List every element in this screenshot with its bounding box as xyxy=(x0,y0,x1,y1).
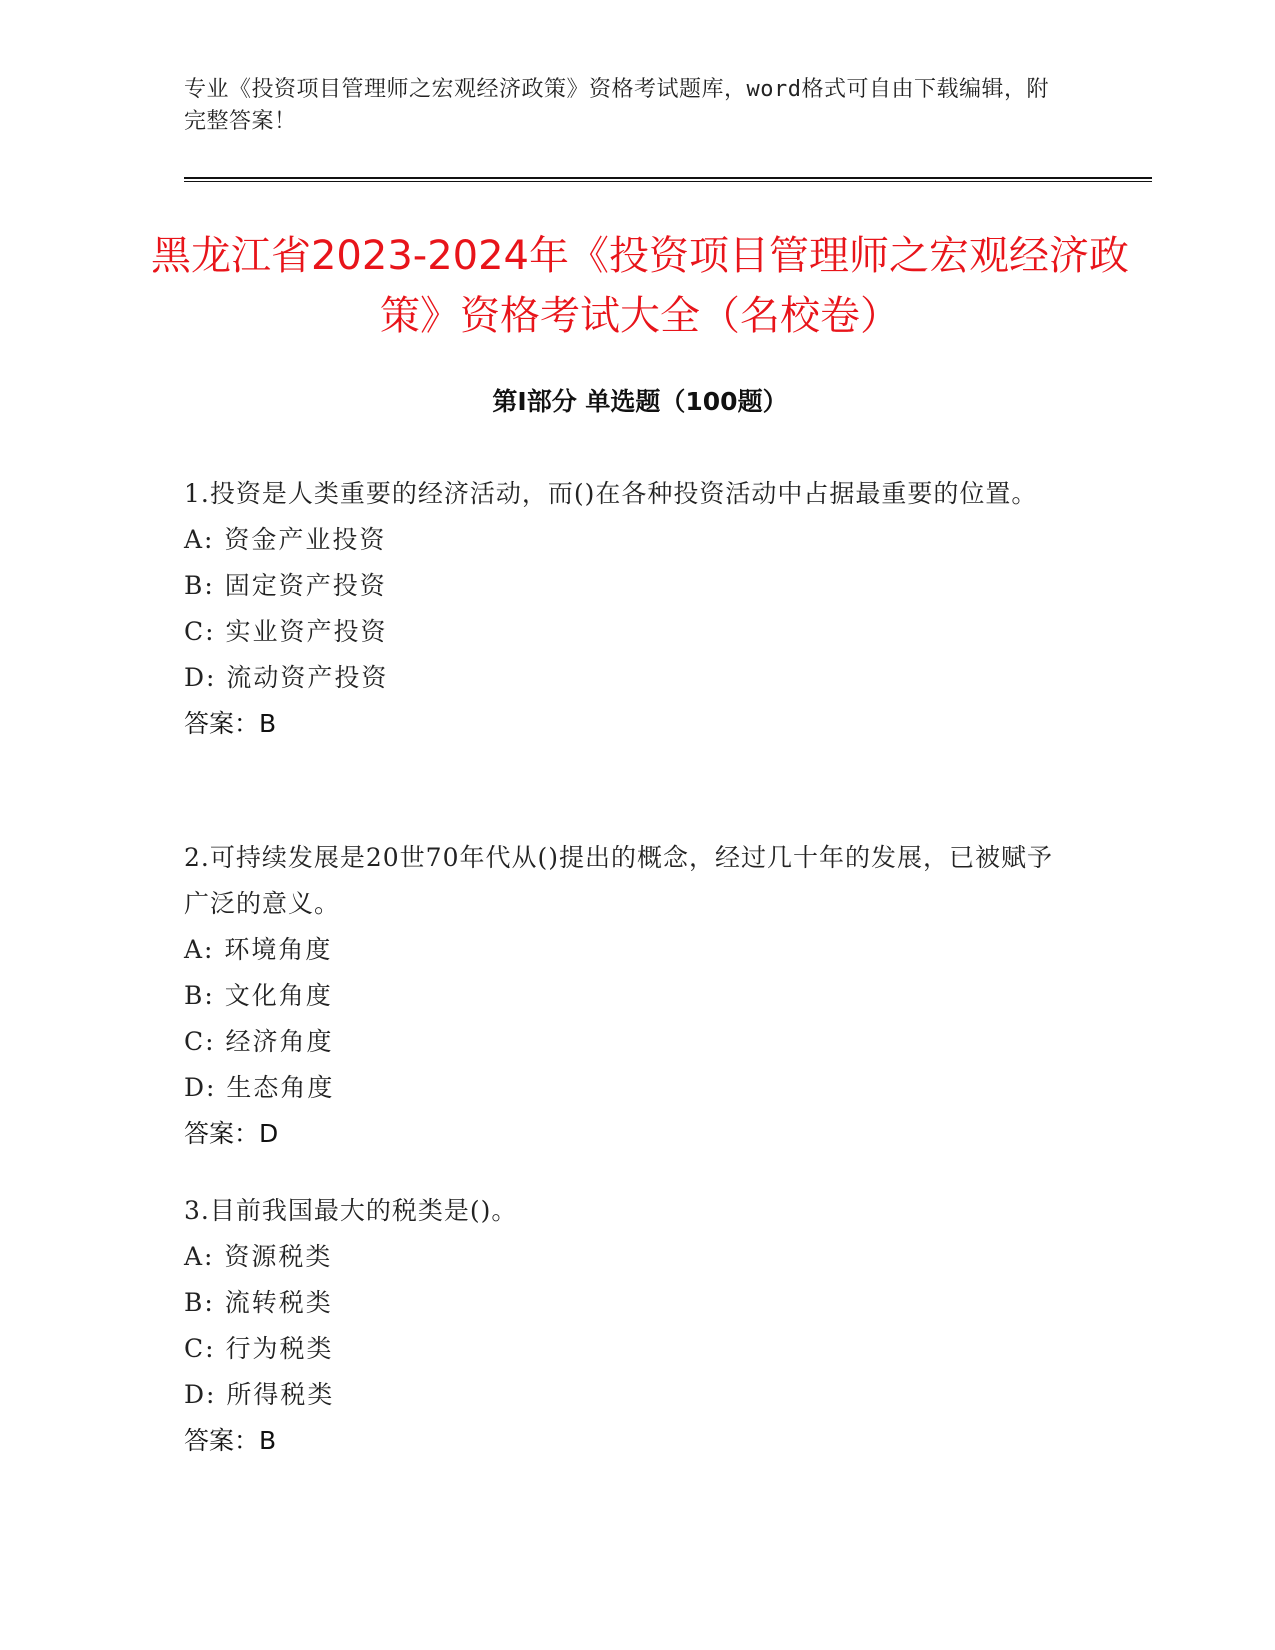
question-stem: 1.投资是人类重要的经济活动，而()在各种投资活动中占据最重要的位置。 xyxy=(184,479,1038,508)
header-rule-thick xyxy=(184,177,1152,179)
option-a: A: 资源税类 xyxy=(184,1242,333,1271)
answer: 答案：B xyxy=(184,1426,277,1455)
option-b: B: 文化角度 xyxy=(184,981,333,1010)
header-note: 专业《投资项目管理师之宏观经济政策》资格考试题库，word格式可自由下载编辑，附完整答案！ xyxy=(184,77,1049,134)
question-2 xyxy=(184,835,1064,1157)
question-3 xyxy=(184,1188,1064,1464)
question-stem: 2.可持续发展是20世70年代从()提出的概念，经过几十年的发展，已被赋予广泛的意义。 xyxy=(184,843,1053,918)
header-rule-thin xyxy=(184,181,1152,182)
option-b: B: 流转税类 xyxy=(184,1288,333,1317)
section-title: 第Ⅰ部分 单选题（100题） xyxy=(492,387,788,416)
answer: 答案：B xyxy=(184,709,277,738)
option-d: D: 流动资产投资 xyxy=(184,663,389,692)
option-c: C: 实业资产投资 xyxy=(184,617,388,646)
option-c: C: 行为税类 xyxy=(184,1334,334,1363)
document-title: 黑龙江省2023-2024年《投资项目管理师之宏观经济政策》资格考试大全（名校卷） xyxy=(150,233,1130,339)
option-d: D: 生态角度 xyxy=(184,1073,335,1102)
option-c: C: 经济角度 xyxy=(184,1027,334,1056)
question-stem: 3.目前我国最大的税类是()。 xyxy=(184,1196,518,1225)
answer: 答案：D xyxy=(184,1119,279,1148)
option-d: D: 所得税类 xyxy=(184,1380,335,1409)
option-a: A: 资金产业投资 xyxy=(184,525,387,554)
question-1 xyxy=(184,471,1064,747)
option-b: B: 固定资产投资 xyxy=(184,571,387,600)
option-a: A: 环境角度 xyxy=(184,935,333,964)
